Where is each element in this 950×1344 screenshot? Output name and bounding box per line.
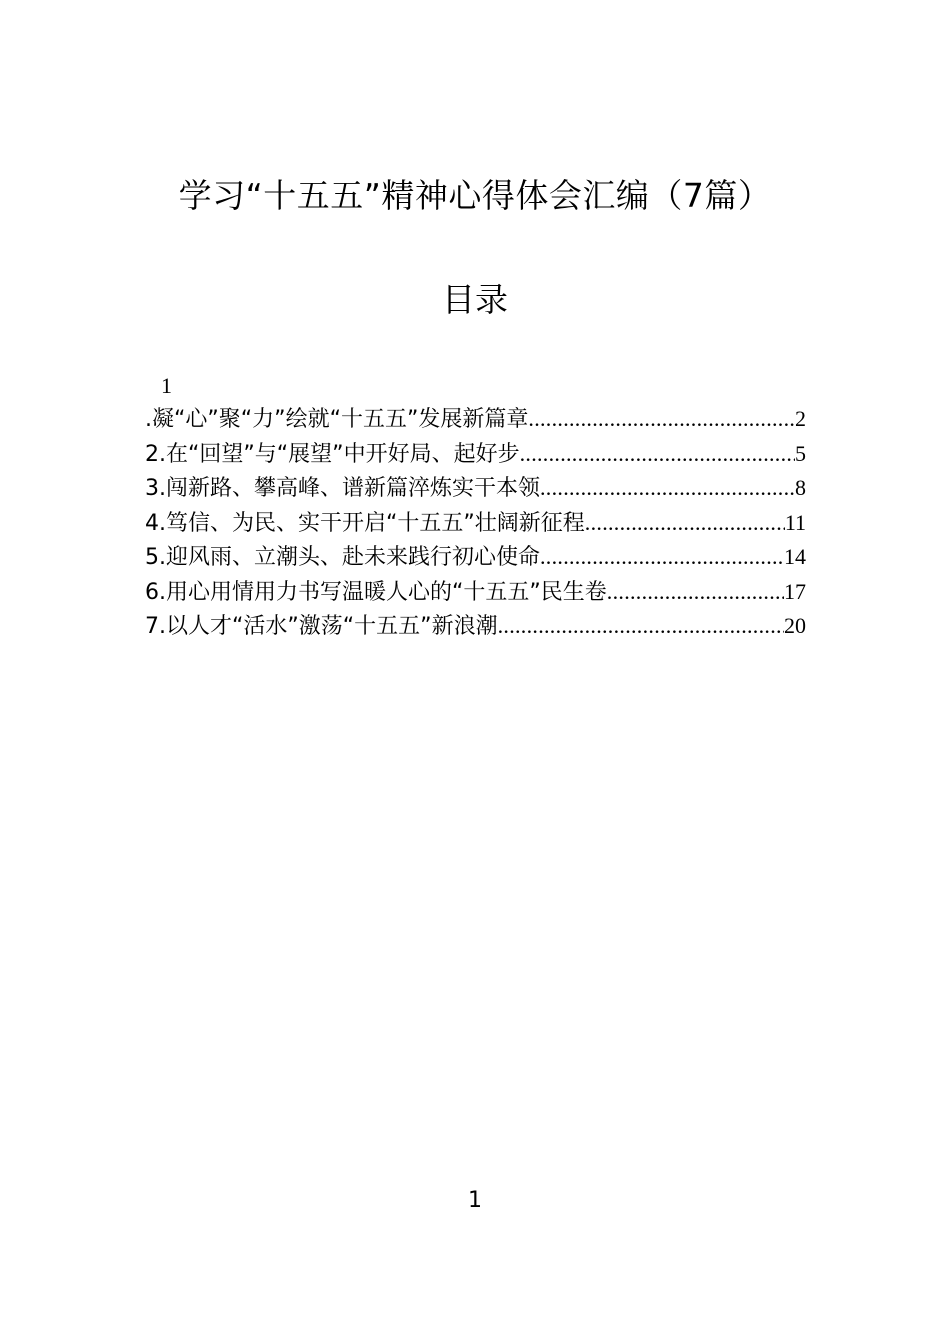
- toc-leader-dots: [520, 437, 795, 472]
- toc-entry[interactable]: [145, 506, 806, 541]
- toc-heading: 目录: [442, 280, 508, 319]
- toc-entry-title: 2.在“回望”与“展望”中开好局、起好步: [145, 441, 520, 467]
- toc-entry[interactable]: [145, 471, 806, 506]
- toc-entry-page: 20: [784, 613, 806, 638]
- document-title: 学习“十五五”精神心得体会汇编（7篇）: [178, 176, 772, 215]
- toc-entry[interactable]: [145, 402, 806, 437]
- toc-leader-dots: [540, 471, 795, 506]
- toc-entry-title: .凝“心”聚“力”绘就“十五五”发展新篇章: [145, 407, 529, 432]
- toc-entry[interactable]: [145, 540, 806, 575]
- toc-entry-page: 17: [784, 578, 806, 604]
- toc-stray-number: 1: [161, 373, 172, 398]
- toc-leader-dots: [540, 540, 784, 575]
- toc-leader-dots: [607, 575, 784, 610]
- toc-entry-title: 5.迎风雨、立潮头、赴未来践行初心使命: [145, 545, 540, 570]
- toc-leader-dots: [585, 506, 785, 541]
- toc-entry[interactable]: [145, 437, 806, 472]
- toc-entry-page: 14: [784, 544, 806, 569]
- toc-entry-title: 4.笃信、为民、实干开启“十五五”壮阔新征程: [145, 510, 585, 536]
- table-of-contents: [145, 370, 806, 644]
- toc-entry-title: 7.以人才“活水”激荡“十五五”新浪潮: [145, 614, 498, 639]
- toc-leader-dots: [528, 402, 795, 437]
- toc-entry-page: 8: [795, 475, 806, 500]
- page-number: 1: [468, 1188, 482, 1213]
- toc-entry-title: 3.闯新路、攀高峰、谱新篇淬炼实干本领: [145, 476, 540, 501]
- toc-entry[interactable]: [145, 575, 806, 610]
- toc-entry-title: 6.用心用情用力书写温暖人心的“十五五”民生卷: [145, 579, 607, 605]
- toc-entry-page: 11: [784, 509, 806, 535]
- toc-entry[interactable]: [145, 609, 806, 644]
- toc-entry-page: 2: [795, 406, 806, 431]
- toc-leader-dots: [498, 609, 784, 644]
- toc-entry-page: 5: [795, 440, 806, 466]
